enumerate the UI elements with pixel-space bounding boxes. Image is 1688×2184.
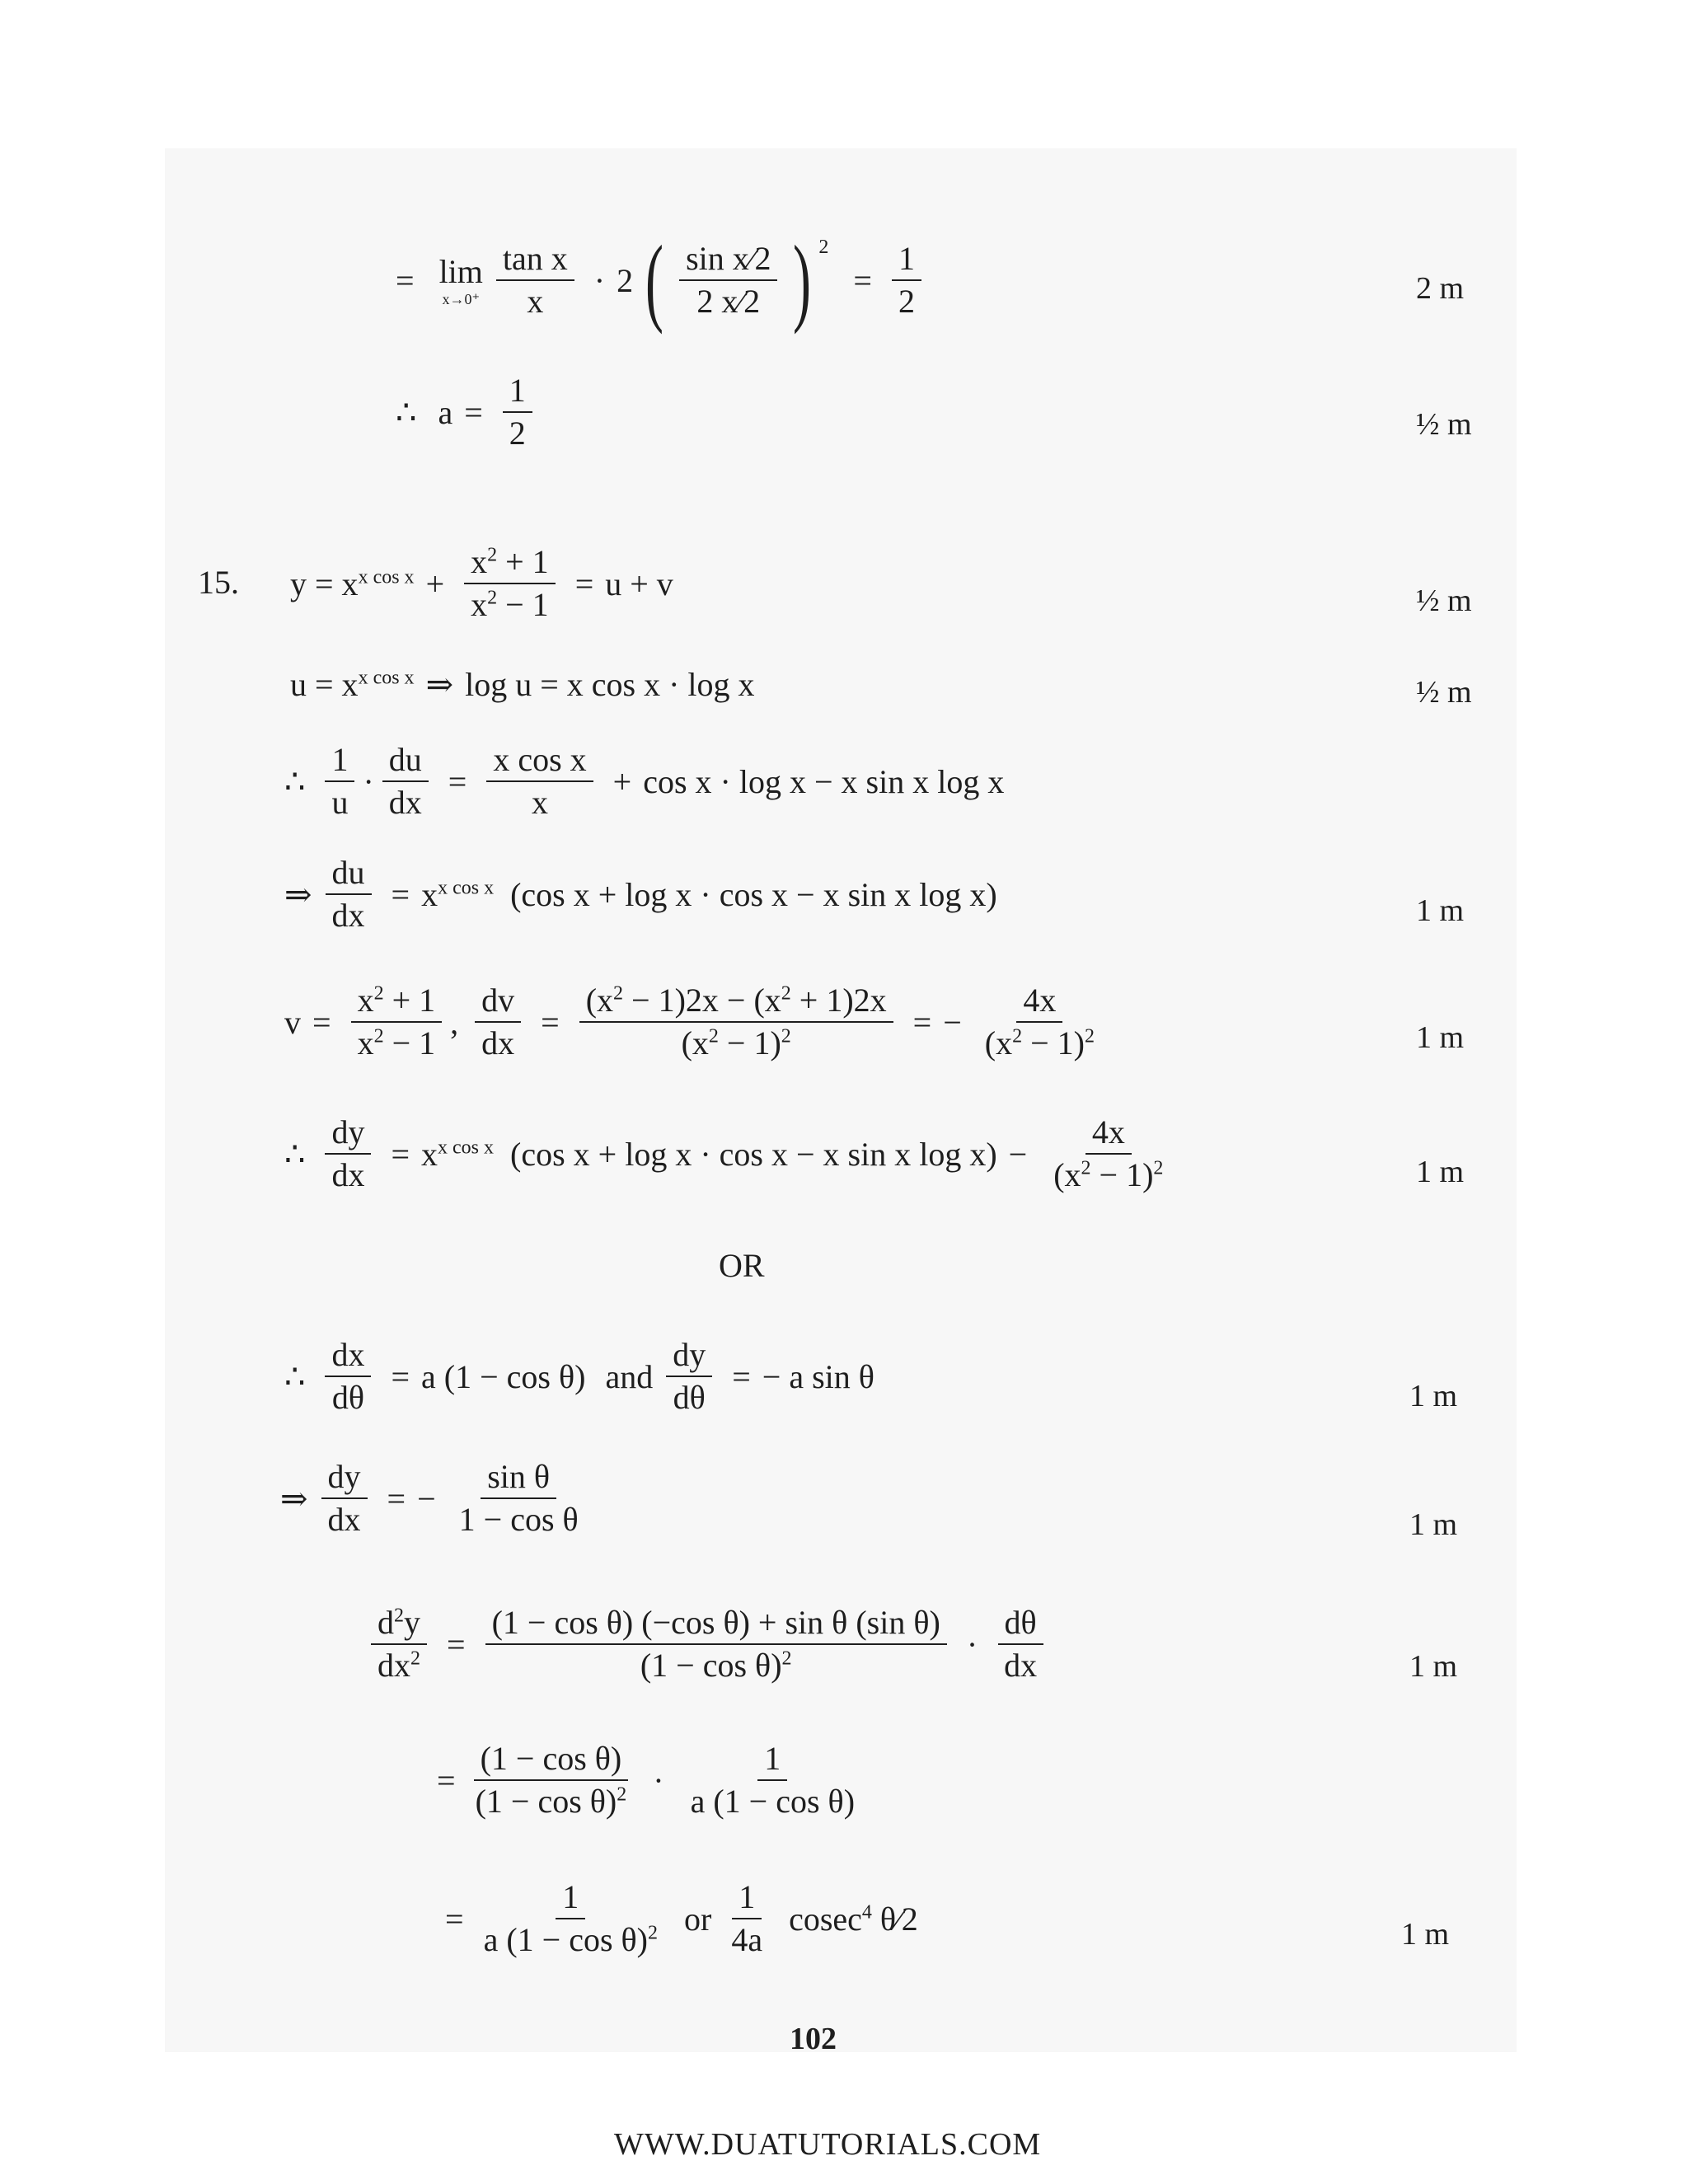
equation-line-6: ⇒ $\frac{du}{dx}$ = $x^{x cos x}$ (cos x + log x · cos x − x sin x log x) [284, 854, 997, 934]
equation-line-13: = $\frac{1}{a (1 - \cos \theta)^2}$ or $\frac{1}{4a}$ cosec$^4$ θ⁄2 [445, 1878, 918, 1958]
marks-line-4: ½ m [1416, 675, 1472, 710]
or-separator: OR [719, 1247, 765, 1284]
equation-line-9: ∴ $\frac{dx}{d\theta}$ = a (1 − cos θ) and $\frac{dy}{d\theta}$ = − a sin θ [284, 1336, 874, 1416]
marks-line-10: 1 m [1409, 1507, 1458, 1542]
marks-line-1: 2 m [1416, 271, 1465, 306]
marks-line-6: 1 m [1416, 893, 1465, 928]
marks-line-9: 1 m [1409, 1379, 1458, 1413]
marks-line-3: ½ m [1416, 583, 1472, 618]
marks-line-13: 1 m [1401, 1917, 1450, 1952]
equation-line-12: = $\frac{\text{(1 − cos θ)}}{(1 - \cos \theta)^2}$ · $\frac{1}{\text{a (1 − cos θ)}}$ [437, 1740, 856, 1820]
equation-line-4: $u = x^{x cos x}$ ⇒ log u = x cos x · log x [290, 665, 755, 703]
question-number: 15. [198, 564, 239, 601]
marks-line-8: 1 m [1416, 1155, 1465, 1189]
equation-line-8: ∴ $\frac{dy}{dx}$ = $x^{x cos x}$ (cos x + log x · cos x − x sin x log x) − $\frac{4x}{(x^2 - 1)^2}$ [284, 1113, 1164, 1193]
website-footer: WWW.DUATUTORIALS.COM [614, 2127, 1042, 2162]
equation-line-3: $y = x^{x cos x}$ + $\frac{x^2 + 1}{x^2 - 1}$ = u + v [290, 543, 673, 623]
marks-line-11: 1 m [1409, 1649, 1458, 1684]
equation-line-7: v = $\frac{x^2 + 1}{x^2 - 1}$ , $\frac{dv}{dx}$ = $\frac{(x^2 - 1)2x - (x^2 + 1)2x}{(x^2 - 1)^2}$ = − $\frac{4x}{(x^2 - 1)^2}$ [284, 982, 1095, 1062]
equation-line-2: ∴ a = $\frac{1}{2}$ [396, 354, 541, 470]
equation-line-10: ⇒ $\frac{dy}{dx}$ = − $\frac{\text{sin θ}}{\text{1 − cos θ}}$ [280, 1458, 579, 1538]
page-number: 102 [790, 2022, 837, 2056]
marks-line-7: 1 m [1416, 1020, 1465, 1055]
equation-line-5: ∴ $\frac{1}{u}$ · $\frac{du}{dx}$ = $\frac{\text{x cos x}}{x}$ + cos x · log x − x sin x log x [284, 741, 1005, 821]
equation-line-1: = lim x→0⁺ $\frac{\text{tan x}}{x}$ · 2 ( $\frac{\text{sin x⁄2}}{2 x⁄2}$ ) $^2$ = $\frac{1}{2}$ [396, 223, 930, 338]
equation-line-11: $\frac{d^2y}{dx^2}$ = $\frac{\text{(1 − cos θ) (−cos θ) + sin θ (sin θ)}}{(1 - \cos \theta)^2}$ · $\frac{d\theta}{dx}$ [363, 1586, 1052, 1702]
marks-line-2: ½ m [1416, 407, 1472, 442]
